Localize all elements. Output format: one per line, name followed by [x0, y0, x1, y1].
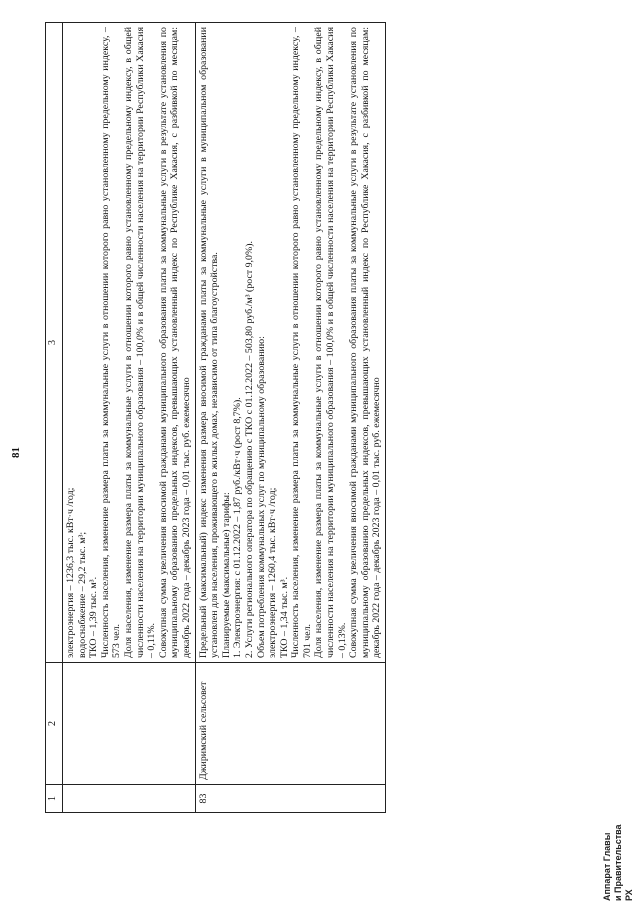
- table-row: [63, 23, 196, 813]
- text-line: ТКО – 1,39 тыс. м³.: [88, 576, 100, 658]
- text-line: электроэнергия – 1260,4 тыс. кВт·ч /год;: [267, 487, 279, 658]
- text-line: ТКО – 1,34 тыс. м³.: [278, 576, 290, 658]
- table-header-row: [46, 23, 63, 813]
- text-line: Численность населения, изменение размера платы за коммунальные услуги в отношении которого равно установленному предельному индексу, – 701 чел.: [290, 27, 313, 658]
- municipality-name: Джиримский сельсовет: [195, 663, 386, 785]
- stamp-line: Аппарат Главы: [602, 832, 612, 901]
- text-line: 2. Услуги регионального оператора по обращению с ТКО с 01.12.2022 – 503,80 руб./м³ (рост 9,0%).: [243, 241, 255, 658]
- row-number: [63, 785, 196, 813]
- text-line: Совокупная сумма увеличения вносимой гражданами муниципального образования платы за коммунальные услуги в результате установления по муниципальному образованию предельных индексов, превышающих установленный индекс по Республике Хакасия, с разбивкой по месяцам: декабрь 2022 года – декабрь 2023 года – 0,01 тыс. руб. ежемесячно: [348, 27, 383, 658]
- row-number: 83: [195, 785, 386, 813]
- tariff-table: [45, 22, 386, 813]
- column-header-1: 1: [46, 785, 63, 813]
- text-line: Численность населения, изменение размера платы за коммунальные услуги в отношении которого равно установленному предельному индексу, – 573 чел.: [99, 27, 123, 658]
- text-line: Доля населения, изменение размера платы за коммунальные услуги в отношении которого равно установленному предельному индексу, в общей численности населения на территории муниципального образования – 100,0% и в общей численности населения на территории Республики Хакасия – 0,11%.: [122, 27, 158, 658]
- municipality-name: [63, 663, 196, 785]
- table-row: [195, 23, 386, 813]
- text-line: Предельный (максимальный) индекс изменения размера вносимой гражданами платы за коммунальные услуги в муниципальном образовании установлен для населения, проживающего в жилых домах, независимо от типа благоустройства.: [197, 27, 221, 658]
- text-line: водоснабжение – 29,2 тыс. м³;: [76, 531, 88, 658]
- column-header-2: 2: [46, 663, 63, 785]
- text-line: 1. Электроэнергия: с 01.12.2022 – 1,87 руб./кВт·ч (рост 8,7%).: [232, 397, 244, 658]
- page-number: 81: [10, 447, 22, 458]
- row-description: [63, 23, 196, 663]
- stamp-line: и Правительства РХ: [613, 824, 634, 901]
- text-line: электроэнергия – 1236,3 тыс. кВт·ч /год;: [65, 487, 76, 658]
- row-description: [195, 23, 386, 663]
- text-line: Планируемые (максимальные) тарифы:: [220, 492, 232, 658]
- text-line: Доля населения, изменение размера платы за коммунальные услуги в отношении которого равно установленному предельному индексу, в общей численности населения на территории муниципального образования – 100,0% и в общей численности населения на территории Республики Хакасия – 0,13%.: [313, 27, 348, 658]
- text-line: Объем потребления коммунальных услуг по муниципальному образованию:: [255, 336, 267, 658]
- registration-stamp: [602, 815, 635, 901]
- text-line: Совокупная сумма увеличения вносимой гражданами муниципального образования платы за коммунальные услуги в результате установления по муниципальному образованию предельных индексов, превышающих установленный индекс по Республике Хакасия, с разбивкой по месяцам: декабрь 2022 года – декабрь 2023 года – 0,01 тыс. руб. ежемесячно: [157, 27, 192, 658]
- column-header-3: 3: [46, 23, 63, 663]
